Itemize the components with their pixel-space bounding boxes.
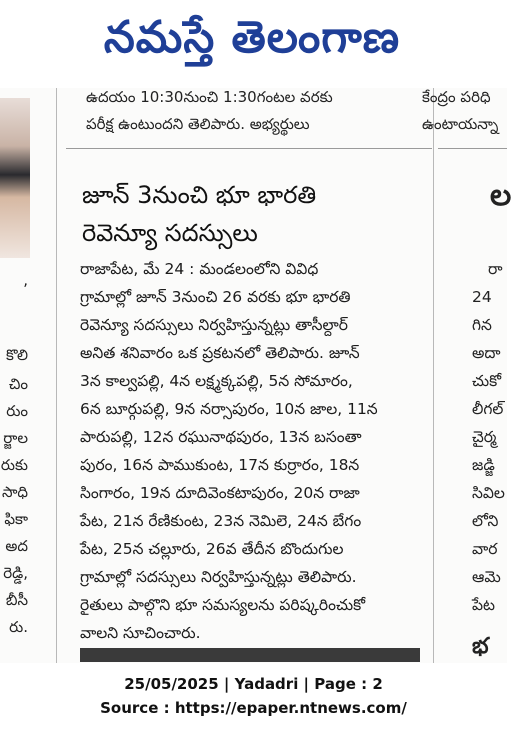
article-body-line: రాజాపేట, మే 24 : మండలంలోని వివిధ bbox=[80, 260, 319, 278]
left-column bbox=[0, 88, 52, 663]
main-article bbox=[66, 88, 432, 663]
right-column bbox=[422, 88, 511, 663]
left-fragment: రెడ్డి, bbox=[3, 564, 28, 582]
next-headline-fragment bbox=[80, 648, 420, 662]
left-fragment: రు. bbox=[9, 618, 28, 636]
headline-line: జూన్ 3నుంచి భూ భారతి bbox=[82, 181, 317, 209]
footer bbox=[0, 663, 507, 739]
left-fragment: అద bbox=[5, 537, 28, 555]
article-body-line: గ్రామాల్లో సదస్సులు నిర్వహిస్తున్నట్లు తెలిపారు. bbox=[80, 568, 357, 586]
right-fragment: చైర్మ bbox=[472, 428, 497, 446]
section-divider bbox=[438, 148, 507, 149]
footer-source: Source : https://epaper.ntnews.com/ bbox=[100, 699, 407, 717]
article-body-line: అనిత శనివారం ఒక ప్రకటనలో తెలిపారు. జూన్ bbox=[80, 344, 360, 362]
article-top-line: పరీక్ష ఉంటుందని తెలిపారు. అభ్యర్థులు bbox=[86, 115, 310, 133]
article-body-line: రెవెన్యూ సదస్సులు నిర్వహిస్తున్నట్లు తాసీల్దార్ bbox=[80, 316, 348, 334]
article-top-line: ఉదయం 10:30నుంచి 1:30గంటల వరకు bbox=[86, 88, 333, 106]
right-fragment: పేట bbox=[472, 596, 495, 614]
article-body-line: పారుపల్లి, 12న రఘునాథపురం, 13న బసంతా bbox=[80, 428, 362, 446]
article-headline bbox=[82, 176, 422, 252]
right-fragment: రా bbox=[488, 260, 503, 278]
right-headline-fragment: ల bbox=[490, 178, 511, 213]
left-fragment: కొలి bbox=[5, 346, 28, 364]
article-body-line: 3న కాల్వపల్లి, 4న లక్ష్మక్కపల్లి, 5న సోమారం, bbox=[80, 372, 353, 390]
right-fragment: సివిల bbox=[472, 484, 505, 502]
right-fragment: లీగల్ bbox=[472, 400, 504, 418]
newspaper-clipping bbox=[0, 88, 511, 663]
right-fragment: అదా bbox=[472, 344, 501, 362]
newspaper-title: నమస్తే తెలంగాణ bbox=[103, 12, 401, 63]
section-divider bbox=[66, 148, 432, 149]
left-fragment: సాధి bbox=[1, 483, 28, 501]
article-body-line: రైతులు పాల్గొని భూ సమస్యలను పరిష్కరించుకో bbox=[80, 596, 366, 614]
footer-date-edition: 25/05/2025 | Yadadri | Page : 2 bbox=[124, 675, 383, 693]
right-fragment: వార bbox=[472, 540, 498, 558]
left-fragment: బీసీ bbox=[5, 591, 28, 609]
right-fragment: ఆమె bbox=[472, 568, 501, 586]
right-top-fragment: కేంద్రం పరిధి bbox=[422, 88, 491, 106]
right-fragment: చుకో bbox=[472, 372, 502, 390]
right-fragment: లోని bbox=[472, 512, 499, 530]
article-body-line: గ్రామాల్లో జూన్ 3నుంచి 26 వరకు భూ భారతి bbox=[80, 288, 351, 306]
right-bottom-fragment: భ bbox=[472, 634, 489, 659]
headline-line: రెవెన్యూ సదస్సులు bbox=[82, 219, 258, 247]
left-fragment: , bbox=[23, 271, 28, 289]
article-body-line: పేట, 21న రేణికుంట, 23న నెమిలె, 24న బేగం bbox=[80, 512, 362, 530]
column-divider bbox=[56, 88, 57, 663]
right-fragment: 24 bbox=[472, 288, 492, 306]
photo-fragment bbox=[0, 98, 30, 258]
left-fragment: ర్జాల bbox=[3, 429, 28, 447]
article-body-line: పేట, 25న చల్లూరు, 26వ తేదీన బొందుగుల bbox=[80, 540, 344, 558]
left-fragment: ఫికా bbox=[4, 510, 28, 528]
left-fragment: రుం bbox=[6, 402, 28, 420]
article-body-line: వాలని సూచించారు. bbox=[80, 624, 201, 642]
right-fragment: జడ్జి bbox=[472, 456, 495, 474]
right-top-fragment: ఉంటాయన్నా bbox=[422, 115, 499, 133]
left-fragment: చిం bbox=[8, 375, 28, 393]
article-body-line: సింగారం, 19న దూదివెంకటాపురం, 20న రాజా bbox=[80, 484, 360, 502]
left-fragment: రుకు bbox=[0, 456, 28, 474]
right-fragment: గిన bbox=[472, 316, 492, 334]
column-divider bbox=[433, 88, 434, 663]
article-body-line: పురం, 16న పాముకుంట, 17న కుర్రారం, 18న bbox=[80, 456, 360, 474]
article-body-line: 6న బూర్గుపల్లి, 9న నర్సాపురం, 10న జాల, 11న bbox=[80, 400, 378, 418]
masthead bbox=[0, 0, 507, 88]
